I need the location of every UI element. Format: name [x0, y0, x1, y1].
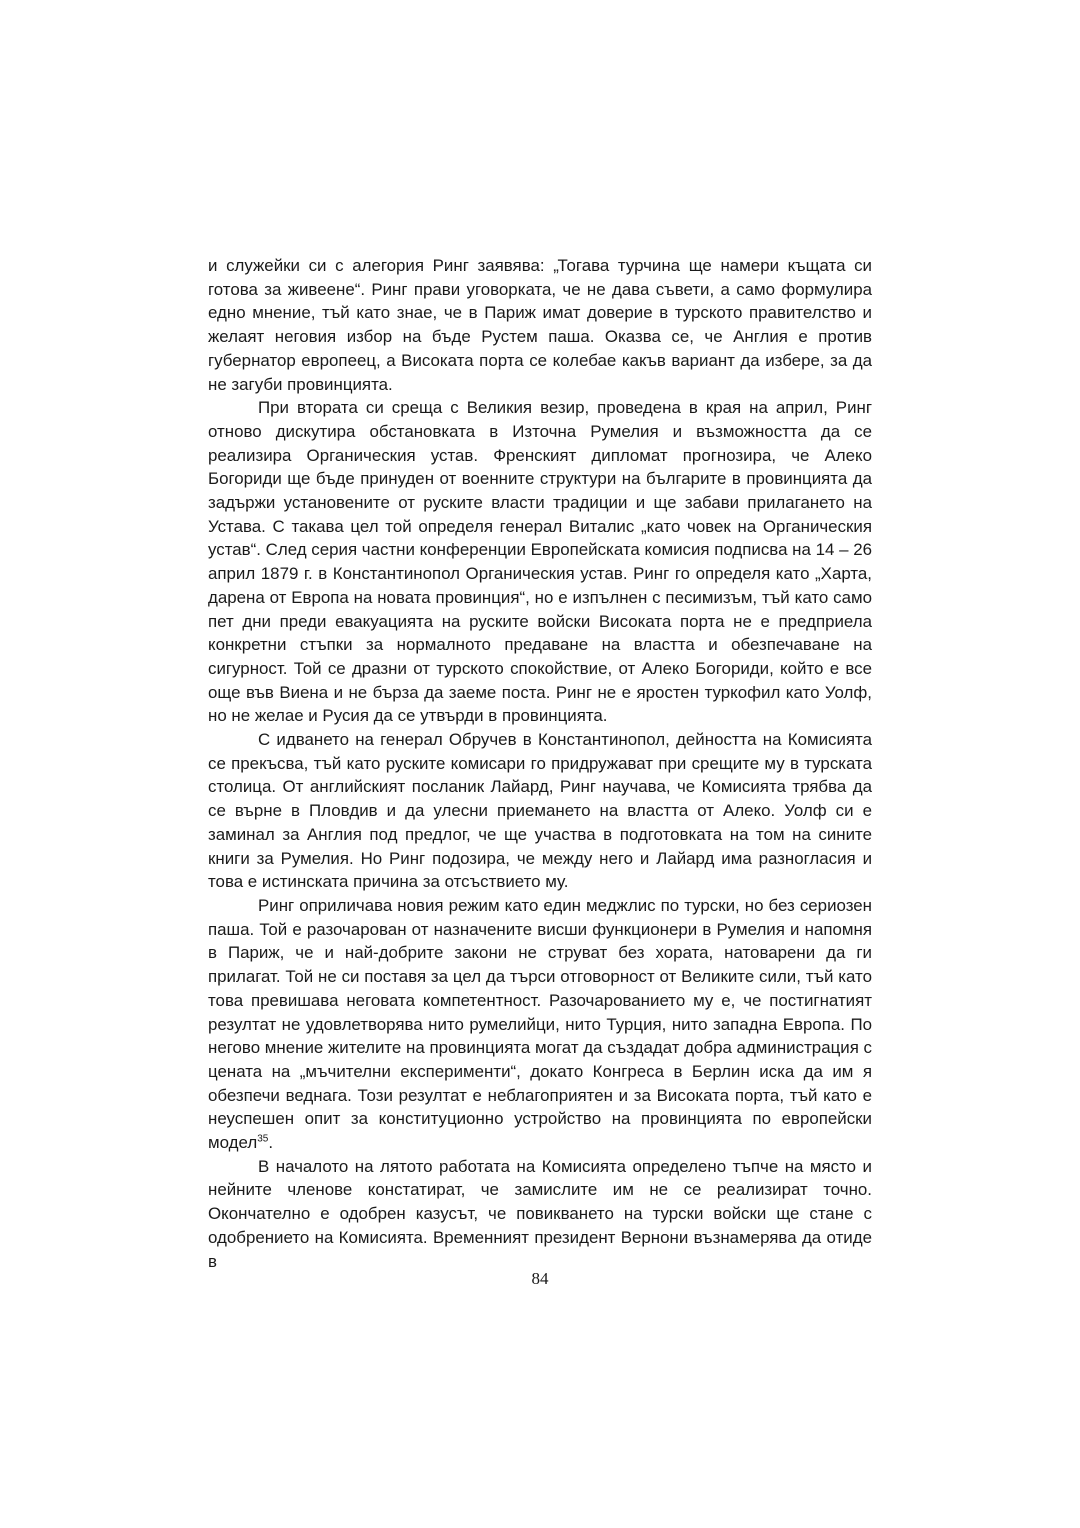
page-body	[208, 254, 872, 1273]
footnote-marker: 35	[257, 1133, 269, 1145]
paragraph-1: и служейки си с алегория Ринг заявява: „Тогава турчина ще намери къщата си готова за живеене“. Ринг прави уговорката, че не дава съвети, а само формулира едно мнение, тъй като знае, че в Париж имат доверие в турското правителство и желаят неговия избор на бъде Рустем паша. Оказва се, че Англия е против губернатор европеец, а Високата порта се колебае какъв вариант да избере, за да не загуби провинцията.	[208, 256, 872, 394]
paragraph-4-end: .	[268, 1133, 274, 1153]
paragraph-5: В началото на лятото работата на Комисията определено тъпче на място и нейните членове констатират, че замислите им не се реализират точно. Окончателно е одобрен казусът, че повикването на турски войски ще стане с одобрението на Комисията. Временният президент Вернони възнамерява да отиде в	[208, 1156, 872, 1271]
page-number: 84	[531, 1269, 549, 1288]
paragraph-3: С идването на генерал Обручев в Константинопол, дейността на Комисията се прекъсва, тъй като руските комисари го придружават при срещите му в турската столица. От английският посланик Лайард, Ринг научава, че Комисията трябва да се върне в Пловдив и да улесни приемането на властта от Алеко. Уолф си е заминал за Англия под предлог, че ще участва в подготовката на том на сините книги за Румелия. Но Ринг подозира, че между него и Лайард има разногласия и това е истинската причина за отсъствието му.	[208, 730, 872, 892]
paragraph-4-text: Ринг оприличава новия режим като един меджлис по турски, но без сериозен паша. Той е разочарован от назначените висши функционери в Румелия и напомня в Париж, че и най-добрите закони не струват без хората, натоварени да ги прилагат. Той не си поставя за цел да търси отговорност от Великите сили, тъй като това превишава неговата компетентност. Разочарованието му е, че постигнатият резултат не удовлетворява нито румелийци, нито Турция, нито западна Европа. По негово мнение жителите на провинцията могат да създадат добра администрация с цената на „мъчителни експерименти“, докато Конгреса в Берлин иска да им я обезпечи веднага. Този резултат е неблагоприятен и за Високата порта, тъй като е неуспешен опит за конституционно устройство на провинцията по европейски модел	[208, 895, 872, 1153]
paragraph-2: При втората си среща с Великия везир, проведена в края на април, Ринг отново дискутира обстановката в Източна Румелия и възможността да се реализира Органическия устав. Френският дипломат прогнозира, че Алеко Богориди ще бъде принуден от военните структури на българите в провинцията да задържи установените от руските власти традиции и ще забави прилагането на Устава. С такава цел той определя генерал Виталис „като човек на Органическия устав“. След серия частни конференции Европейската комисия подписва на 14 – 26 април 1879 г. в Константинопол Органическия устав. Ринг го определя като „Харта, дарена от Европа на новата провинция“, но е изпълнен с песимизъм, тъй като само пет дни преди евакуацията на руските войски Високата порта не е предприела конкретни стъпки за нормалното предаване на властта и обезпечаване на сигурност. Той се дразни от турското спокойствие, от Алеко Богориди, който е все още във Виена и не бърза да заеме поста. Ринг не е яростен туркофил като Уолф, но не желае и Русия да се утвърди в провинцията.	[208, 398, 872, 726]
paragraph-4	[208, 894, 872, 1155]
